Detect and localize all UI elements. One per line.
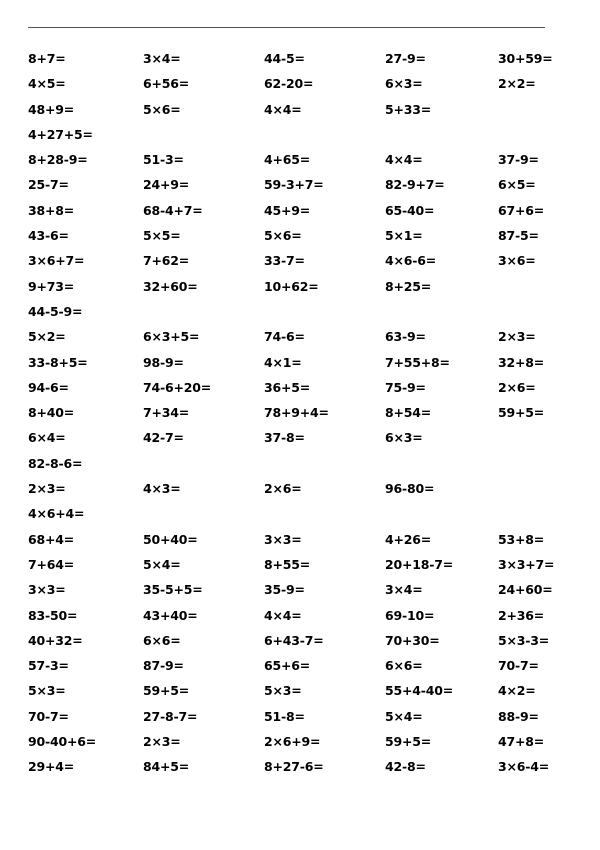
math-problem: 90-40+6= — [28, 734, 97, 750]
math-problem: 7+34= — [143, 405, 190, 421]
math-problem: 40+32= — [28, 632, 83, 648]
math-problem: 87-9= — [143, 658, 184, 674]
math-problem: 24+9= — [143, 177, 190, 193]
math-problem: 4×3= — [143, 481, 181, 497]
math-problem: 59+5= — [498, 405, 545, 421]
math-problem: 4+27+5= — [28, 126, 93, 142]
math-problem: 74-6= — [264, 329, 305, 345]
problem-row — [0, 198, 600, 223]
problem-row — [0, 299, 600, 324]
arithmetic-worksheet — [0, 46, 600, 780]
problem-row — [0, 46, 600, 71]
math-problem: 3×6-4= — [498, 759, 550, 775]
math-problem: 70-7= — [498, 658, 539, 674]
math-problem: 8+27-6= — [264, 759, 324, 775]
math-problem: 8+54= — [385, 405, 432, 421]
math-problem: 37-9= — [498, 152, 539, 168]
math-problem: 84+5= — [143, 759, 190, 775]
math-problem: 36+5= — [264, 379, 311, 395]
math-problem: 8+55= — [264, 556, 311, 572]
math-problem: 70-7= — [28, 708, 69, 724]
math-problem: 4+26= — [385, 531, 432, 547]
math-problem: 5×4= — [385, 708, 423, 724]
math-problem: 2×6+9= — [264, 734, 321, 750]
math-problem: 8+28-9= — [28, 152, 88, 168]
math-problem: 35-9= — [264, 582, 305, 598]
problem-row — [0, 274, 600, 299]
math-problem: 25-7= — [28, 177, 69, 193]
math-problem: 3×6= — [498, 253, 536, 269]
math-problem: 4×2= — [498, 683, 536, 699]
problem-row — [0, 704, 600, 729]
math-problem: 63-9= — [385, 329, 426, 345]
math-problem: 5×5= — [143, 228, 181, 244]
math-problem: 38+8= — [28, 202, 75, 218]
math-problem: 83-50= — [28, 607, 78, 623]
math-problem: 51-8= — [264, 708, 305, 724]
math-problem: 30+59= — [498, 51, 553, 66]
math-problem: 7+62= — [143, 253, 190, 269]
math-problem: 5×3= — [264, 683, 302, 699]
math-problem: 33-8+5= — [28, 354, 88, 370]
math-problem: 42-7= — [143, 430, 184, 446]
math-problem: 50+40= — [143, 531, 198, 547]
problem-row — [0, 172, 600, 197]
math-problem: 43+40= — [143, 607, 198, 623]
math-problem: 10+62= — [264, 278, 319, 294]
math-problem: 5×2= — [28, 329, 66, 345]
math-problem: 6×3= — [385, 430, 423, 446]
math-problem: 94-6= — [28, 379, 69, 395]
math-problem: 62-20= — [264, 76, 314, 92]
problem-row — [0, 97, 600, 122]
problem-row — [0, 552, 600, 577]
math-problem: 78+9+4= — [264, 405, 329, 421]
math-problem: 6×3= — [385, 76, 423, 92]
math-problem: 32+8= — [498, 354, 545, 370]
problem-row — [0, 350, 600, 375]
math-problem: 5×6= — [143, 101, 181, 117]
math-problem: 47+8= — [498, 734, 545, 750]
problem-row — [0, 122, 600, 147]
problem-row — [0, 501, 600, 526]
problem-row — [0, 476, 600, 501]
problem-row — [0, 678, 600, 703]
math-problem: 27-8-7= — [143, 708, 198, 724]
problem-row — [0, 375, 600, 400]
math-problem: 65+6= — [264, 658, 311, 674]
math-problem: 48+9= — [28, 101, 75, 117]
math-problem: 98-9= — [143, 354, 184, 370]
math-problem: 74-6+20= — [143, 379, 212, 395]
math-problem: 20+18-7= — [385, 556, 454, 572]
problem-row — [0, 754, 600, 779]
math-problem: 59+5= — [143, 683, 190, 699]
math-problem: 2×3= — [498, 329, 536, 345]
math-problem: 68-4+7= — [143, 202, 203, 218]
math-problem: 8+40= — [28, 405, 75, 421]
math-problem: 3×4= — [385, 582, 423, 598]
math-problem: 44-5-9= — [28, 303, 83, 319]
math-problem: 42-8= — [385, 759, 426, 775]
math-problem: 51-3= — [143, 152, 184, 168]
math-problem: 4×5= — [28, 76, 66, 92]
math-problem: 57-3= — [28, 658, 69, 674]
math-problem: 27-9= — [385, 51, 426, 66]
math-problem: 37-8= — [264, 430, 305, 446]
math-problem: 2×6= — [498, 379, 536, 395]
math-problem: 6+43-7= — [264, 632, 324, 648]
math-problem: 3×3+7= — [498, 556, 555, 572]
math-problem: 5×1= — [385, 228, 423, 244]
math-problem: 55+4-40= — [385, 683, 454, 699]
math-problem: 43-6= — [28, 228, 69, 244]
problem-row — [0, 577, 600, 602]
math-problem: 70+30= — [385, 632, 440, 648]
problem-row — [0, 71, 600, 96]
math-problem: 5×6= — [264, 228, 302, 244]
math-problem: 8+7= — [28, 51, 66, 66]
math-problem: 33-7= — [264, 253, 305, 269]
problem-row — [0, 603, 600, 628]
math-problem: 82-9+7= — [385, 177, 445, 193]
math-problem: 6×5= — [498, 177, 536, 193]
math-problem: 4×4= — [264, 101, 302, 117]
math-problem: 88-9= — [498, 708, 539, 724]
math-problem: 5+33= — [385, 101, 432, 117]
problem-row — [0, 400, 600, 425]
math-problem: 6×3+5= — [143, 329, 200, 345]
math-problem: 3×6+7= — [28, 253, 85, 269]
math-problem: 24+60= — [498, 582, 553, 598]
math-problem: 4×4= — [385, 152, 423, 168]
math-problem: 59-3+7= — [264, 177, 324, 193]
problem-row — [0, 653, 600, 678]
math-problem: 45+9= — [264, 202, 311, 218]
math-problem: 3×3= — [28, 582, 66, 598]
math-problem: 67+6= — [498, 202, 545, 218]
math-problem: 53+8= — [498, 531, 545, 547]
math-problem: 4×1= — [264, 354, 302, 370]
problem-row — [0, 147, 600, 172]
math-problem: 32+60= — [143, 278, 198, 294]
math-problem: 3×3= — [264, 531, 302, 547]
math-problem: 82-8-6= — [28, 455, 83, 471]
math-problem: 44-5= — [264, 51, 305, 66]
math-problem: 2×2= — [498, 76, 536, 92]
math-problem: 35-5+5= — [143, 582, 203, 598]
math-problem: 69-10= — [385, 607, 435, 623]
math-problem: 59+5= — [385, 734, 432, 750]
math-problem: 6+56= — [143, 76, 190, 92]
math-problem: 6×6= — [385, 658, 423, 674]
math-problem: 65-40= — [385, 202, 435, 218]
math-problem: 3×4= — [143, 51, 181, 66]
math-problem: 2×3= — [143, 734, 181, 750]
math-problem: 5×4= — [143, 556, 181, 572]
problem-row — [0, 425, 600, 450]
math-problem: 6×4= — [28, 430, 66, 446]
math-problem: 2×3= — [28, 481, 66, 497]
math-problem: 5×3= — [28, 683, 66, 699]
problem-row — [0, 324, 600, 349]
problem-row — [0, 729, 600, 754]
problem-row — [0, 628, 600, 653]
math-problem: 75-9= — [385, 379, 426, 395]
problem-row — [0, 527, 600, 552]
math-problem: 4+65= — [264, 152, 311, 168]
math-problem: 7+55+8= — [385, 354, 450, 370]
math-problem: 9+73= — [28, 278, 75, 294]
math-problem: 5×3-3= — [498, 632, 550, 648]
math-problem: 8+25= — [385, 278, 432, 294]
problem-row — [0, 248, 600, 273]
math-problem: 4×4= — [264, 607, 302, 623]
math-problem: 4×6-6= — [385, 253, 437, 269]
math-problem: 4×6+4= — [28, 506, 85, 522]
math-problem: 2×6= — [264, 481, 302, 497]
problem-row — [0, 223, 600, 248]
math-problem: 87-5= — [498, 228, 539, 244]
math-problem: 96-80= — [385, 481, 435, 497]
top-divider-line — [28, 27, 545, 28]
math-problem: 2+36= — [498, 607, 545, 623]
math-problem: 29+4= — [28, 759, 75, 775]
math-problem: 6×6= — [143, 632, 181, 648]
problem-row — [0, 451, 600, 476]
math-problem: 7+64= — [28, 556, 75, 572]
math-problem: 68+4= — [28, 531, 75, 547]
